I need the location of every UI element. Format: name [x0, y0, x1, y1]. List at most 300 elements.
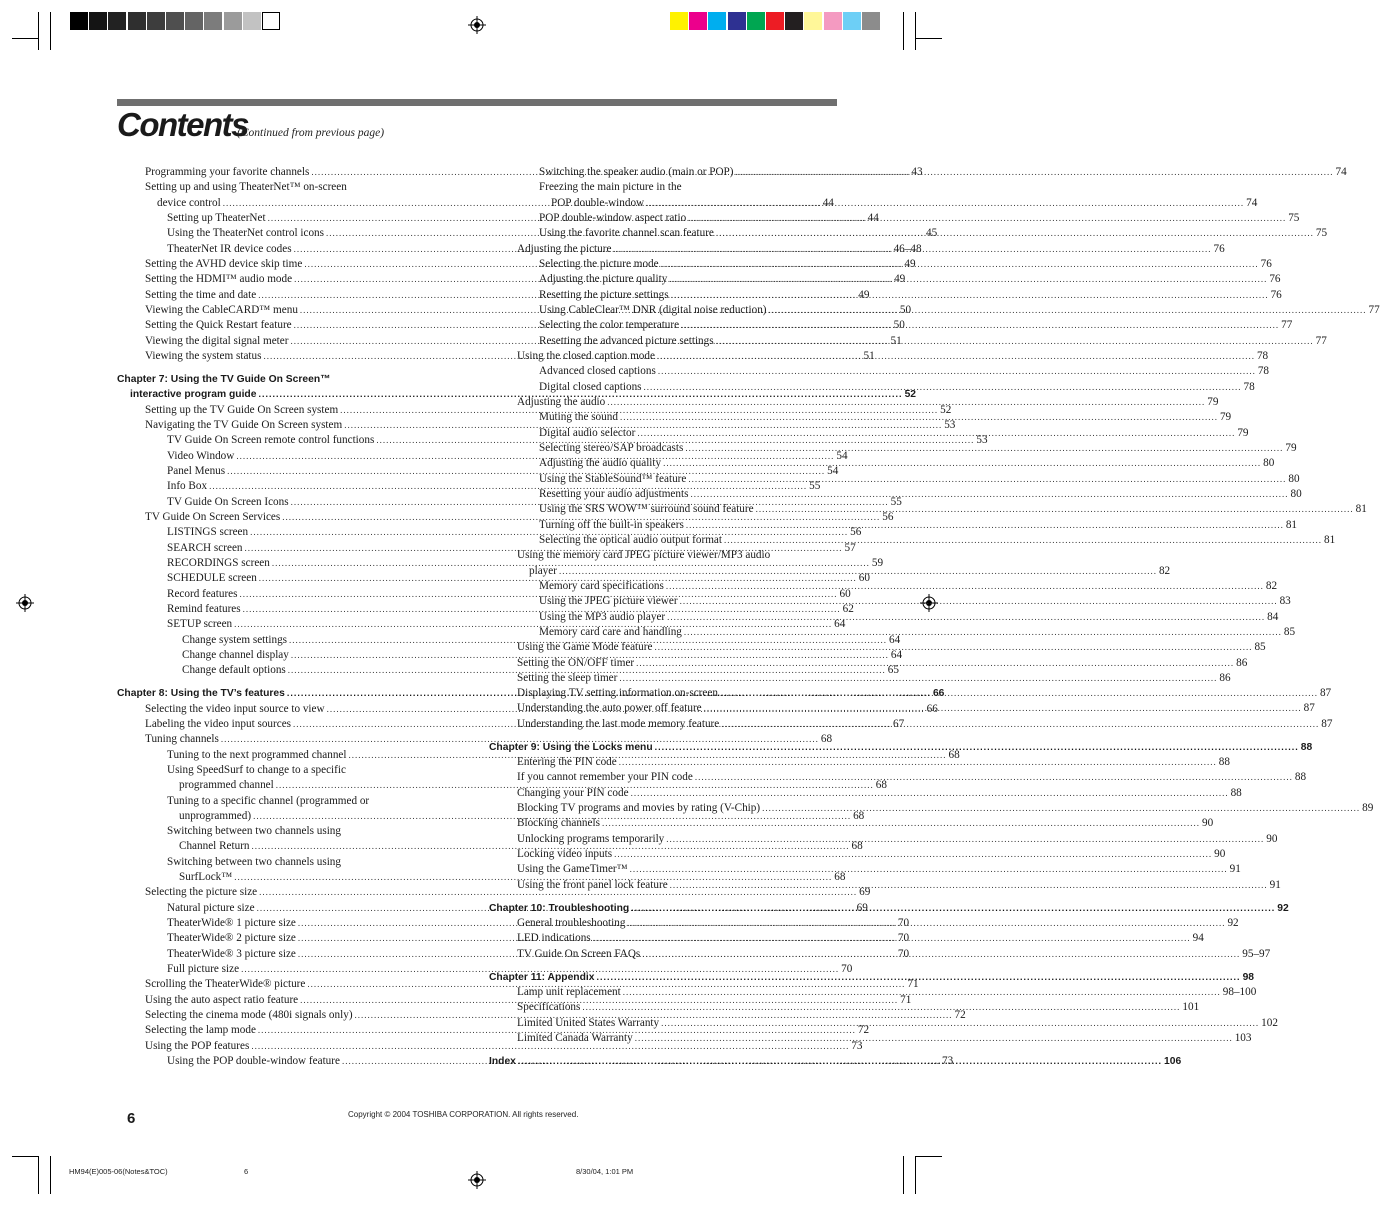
toc-entry-title: Setting the AVHD device skip time: [145, 257, 303, 270]
toc-entry[interactable]: [489, 786, 1242, 801]
toc-page-number: 68: [948, 748, 960, 761]
toc-entry-title: Video Window: [167, 449, 235, 462]
toc-page-number: 77: [1281, 319, 1293, 332]
toc-entry-title: unprogrammed): [179, 809, 252, 822]
toc-entry-title: SETUP screen: [167, 618, 233, 631]
toc-page-number: 71: [907, 978, 919, 991]
toc-page-number: 95–97: [1242, 947, 1271, 960]
toc-page-number: 56: [850, 526, 862, 539]
toc-dot-leader: [657, 349, 1255, 364]
toc-page-number: 82: [1265, 579, 1278, 592]
toc-entry-title: Remind features: [167, 602, 241, 615]
toc-page-number: 88: [1300, 741, 1313, 753]
toc-entry[interactable]: [117, 885, 871, 900]
toc-dot-leader: [602, 816, 1200, 831]
toc-entry-title: Setting the ON/OFF timer: [517, 656, 635, 669]
toc-page-number: 84: [1267, 610, 1279, 623]
toc-entry-title: Info Box: [167, 480, 208, 493]
toc-dot-leader: [670, 878, 1268, 893]
toc-entry-title: Panel Menus: [167, 464, 226, 477]
gray-swatch: [224, 12, 242, 30]
toc-page-number: 79: [1237, 426, 1249, 439]
toc-entry[interactable]: [489, 847, 1226, 862]
color-swatch: [670, 12, 688, 30]
toc-page-number: 52: [904, 389, 917, 401]
toc-entry-title: LISTINGS screen: [167, 526, 249, 539]
registration-mark-top-icon: [468, 16, 486, 34]
toc-page-number: 49: [904, 257, 916, 270]
toc-page-number: 68: [820, 733, 833, 746]
toc-entry-title: Using the auto aspect ratio feature: [145, 993, 299, 1006]
toc-entry-title: Resetting the picture settings: [539, 288, 669, 301]
toc-page-number: 90: [1201, 817, 1214, 830]
toc-page-number: 91: [1229, 863, 1241, 876]
color-swatch: [804, 12, 822, 30]
toc-page-number: 81: [1285, 518, 1297, 531]
toc-entry-title: Viewing the CableCARD™ menu: [145, 303, 298, 316]
toc-entry-title: TheaterNet IR device codes: [167, 242, 292, 255]
toc-dot-leader: [655, 740, 1299, 755]
toc-page-number: 68: [851, 840, 863, 853]
toc-dot-leader: [627, 916, 1225, 931]
toc-page-number: 53: [944, 418, 956, 431]
toc-page-number: 80: [1263, 457, 1275, 470]
toc-dot-leader: [646, 196, 1244, 211]
toc-entry-title: player: [529, 564, 557, 577]
toc-page-number: 77: [1368, 303, 1380, 316]
toc-dot-leader: [736, 165, 1334, 180]
toc-entry[interactable]: [117, 824, 433, 839]
toc-entry-title: Using the POP double-window feature: [167, 1055, 340, 1068]
toc-entry-title: TheaterWide® 2 picture size: [167, 932, 296, 945]
toc-dot-leader: [669, 272, 1267, 287]
copyright-notice: Copyright © 2004 TOSHIBA CORPORATION. All rights reserved.: [348, 1110, 579, 1119]
toc-dot-leader: [680, 594, 1278, 609]
toc-dot-leader: [667, 610, 1265, 625]
toc-dot-leader: [685, 441, 1283, 456]
toc-entry-title: Using CableClear™ DNR (digital noise reduction): [539, 303, 767, 316]
toc-entry[interactable]: [117, 839, 863, 854]
toc-entry-title: Selecting the lamp mode: [145, 1024, 256, 1037]
toc-entry-title: Selecting stereo/SAP broadcasts: [539, 441, 684, 454]
toc-spacer: [117, 364, 433, 372]
color-swatch: [689, 12, 707, 30]
toc-page-number: 82: [1158, 564, 1171, 577]
toc-entry-title: Lamp unit replacement: [517, 986, 621, 999]
toc-dot-leader: [607, 395, 1205, 410]
toc-entry-title: Adjusting the audio quality: [539, 457, 662, 470]
toc-page-number: 70: [841, 963, 853, 976]
toc-dot-leader: [582, 1000, 1180, 1015]
toc-entry[interactable]: [489, 770, 1307, 785]
toc-page-number: 50: [893, 319, 905, 332]
color-swatch: [766, 12, 784, 30]
toc-page-number: 86: [1219, 671, 1231, 684]
toc-entry-title: If you cannot remember your PIN code: [517, 771, 693, 784]
toc-entry-title: Limited United States Warranty: [517, 1016, 660, 1029]
toc-dot-leader: [690, 487, 1288, 502]
gray-swatch: [89, 12, 107, 30]
gray-swatch: [147, 12, 165, 30]
toc-dot-leader: [620, 410, 1218, 425]
toc-chapter-entry[interactable]: [117, 372, 433, 387]
toc-page-number: 76: [1270, 288, 1282, 301]
toc-page-number: 81: [1355, 503, 1367, 516]
toc-entry-title: Chapter 9: Using the Locks menu: [489, 741, 653, 753]
toc-page-number: 60: [839, 587, 851, 600]
toc-page-number: 88: [1218, 756, 1230, 769]
toc-entry[interactable]: [489, 862, 1241, 877]
toc-entry-title: Using the GameTimer™: [517, 863, 628, 876]
toc-entry-title: Labeling the video input sources: [145, 717, 292, 730]
toc-entry-title: Understanding the last mode memory feature: [517, 717, 720, 730]
registration-mark-left-icon: [16, 594, 34, 612]
toc-entry-title: Using the SRS WOW™ surround sound feature: [539, 503, 754, 516]
toc-entry-title: Chapter 11: Appendix: [489, 971, 595, 983]
toc-entry-title: Selecting the picture mode: [539, 257, 659, 270]
toc-entry-title: Blocking TV programs and movies by rating (V-Chip): [517, 802, 761, 815]
toc-page-number: 50: [899, 303, 912, 316]
toc-dot-leader: [681, 318, 1279, 333]
toc-entry-title: device control: [157, 196, 221, 209]
toc-entry-title: SurfLock™: [179, 871, 233, 884]
toc-dot-leader: [613, 242, 1211, 257]
gray-swatch: [262, 12, 280, 30]
page-subtitle: (Continued from previous page): [237, 127, 385, 139]
toc-dot-leader: [695, 770, 1293, 785]
toc-entry-title: Tuning to the next programmed channel: [167, 748, 347, 761]
toc-entry-title: TV Guide On Screen Services: [145, 510, 281, 523]
toc-page-number: 76: [1269, 273, 1281, 286]
toc-page-number: 81: [1324, 533, 1336, 546]
toc-page-number: 52: [940, 403, 952, 416]
toc-dot-leader: [631, 786, 1229, 801]
toc-entry-title: Using the front panel lock feature: [517, 878, 668, 891]
toc-entry-title: TV Guide On Screen FAQs: [517, 947, 641, 960]
toc-dot-leader: [762, 801, 1360, 816]
toc-entry-title: Record features: [167, 587, 238, 600]
toc-dot-leader: [614, 847, 1212, 862]
toc-entry-title: Using the MP3 audio player: [539, 610, 666, 623]
toc-entry[interactable]: [117, 855, 433, 870]
toc-page-number: 77: [1315, 334, 1327, 347]
toc-entry-title: Change default options: [182, 664, 286, 677]
toc-entry-title: SCHEDULE screen: [167, 572, 257, 585]
toc-page-number: 74: [1335, 166, 1347, 178]
toc-page-number: 68: [875, 779, 887, 792]
toc-page-number: 79: [1285, 441, 1297, 454]
toc-dot-leader: [518, 1054, 1162, 1069]
toc-page-number: 73: [941, 1055, 954, 1068]
toc-entry-title: Adjusting the picture: [517, 242, 612, 255]
toc-entry[interactable]: [489, 364, 1269, 379]
toc-entry-title: Index: [489, 1056, 516, 1068]
gray-swatch: [70, 12, 88, 30]
toc-page-number: 85: [1283, 625, 1296, 638]
gray-swatch: [128, 12, 146, 30]
toc-entry-title: Scrolling the TheaterWide® picture: [145, 978, 306, 991]
toc-entry[interactable]: [117, 794, 433, 809]
toc-page-number: 55: [890, 495, 902, 508]
toc-entry-title: Displaying TV setting information on-screen: [517, 687, 718, 700]
toc-entry-title: RECORDINGS screen: [167, 556, 270, 569]
toc-page-number: 72: [857, 1024, 870, 1037]
toc-dot-leader: [559, 564, 1157, 579]
toc-page-number: 76: [1260, 257, 1272, 270]
toc-page-number: 88: [1230, 786, 1242, 799]
toc-page-number: 106: [1164, 1056, 1182, 1068]
gray-swatch: [108, 12, 126, 30]
toc-entry-title: Turning off the built-in speakers: [539, 518, 684, 531]
toc-page-number: 92: [1227, 917, 1239, 930]
toc-dot-leader: [593, 931, 1191, 946]
toc-page-number: 44: [867, 211, 879, 224]
toc-entry-title: Switching the speaker audio (main or POP): [539, 166, 734, 178]
toc-dot-leader: [756, 502, 1354, 517]
toc-dot-leader: [684, 625, 1282, 640]
toc-entry-title: TV Guide On Screen remote control functions: [167, 434, 375, 447]
toc-entry-title: Change system settings: [182, 633, 288, 646]
toc-entry-title: Tuning channels: [145, 733, 219, 746]
toc-page-number: 78: [1257, 365, 1269, 378]
toc-dot-leader: [644, 380, 1242, 395]
toc-entry[interactable]: [117, 763, 433, 778]
toc-entry[interactable]: [117, 180, 433, 195]
toc-page-number: 71: [900, 993, 912, 1006]
toc-entry-title: Specifications: [517, 1001, 581, 1014]
toc-entry-title: Entering the PIN code: [517, 756, 617, 769]
toc-entry-title: Using the StableSound™ feature: [539, 472, 687, 485]
toc-page-number: 85: [1254, 641, 1266, 654]
toc-entry-title: General troubleshooting: [517, 917, 626, 930]
toc-page-number: 64: [890, 648, 903, 661]
toc-page-number: 51: [890, 334, 902, 347]
toc-entry-title: Setting the Quick Restart feature: [145, 319, 292, 332]
toc-page-number: 75: [1315, 227, 1328, 240]
toc-page-number: 72: [954, 1009, 966, 1022]
toc-entry-title: Chapter 10: Troubleshooting: [489, 902, 630, 914]
toc-page-number: 78: [1256, 349, 1269, 362]
color-swatch: [824, 12, 842, 30]
toc-page-number: 53: [976, 434, 988, 447]
toc-dot-leader: [661, 1016, 1259, 1031]
toc-entry-title: Locking video inputs: [517, 848, 613, 861]
toc-spacer: [489, 1046, 805, 1054]
toc-entry-title: SEARCH screen: [167, 541, 243, 554]
toc-page-number: 46–48: [893, 242, 922, 255]
toc-entry-title: Selecting the video input source to view: [145, 702, 325, 715]
toc-page-number: 87: [1319, 687, 1332, 700]
toc-entry-title: Viewing the system status: [145, 349, 262, 362]
toc-entry-title: Using the closed caption mode: [517, 349, 655, 362]
toc-page-number: 49: [894, 273, 906, 286]
toc-entry[interactable]: [489, 755, 1230, 770]
toc-entry[interactable]: [117, 1023, 870, 1038]
slug-page-number: 6: [244, 1167, 249, 1176]
toc-page-number: 65: [887, 664, 899, 677]
toc-entry-title: Freezing the main picture in the: [539, 181, 682, 194]
toc-entry[interactable]: [489, 671, 1231, 686]
toc-entry-title: LED indications: [517, 932, 591, 945]
page-title: Contents: [117, 106, 248, 143]
toc-page-number: 79: [1219, 411, 1232, 424]
toc-page-number: 94: [1192, 932, 1204, 945]
toc-page-number: 88: [1294, 771, 1307, 784]
toc-page-number: 62: [842, 602, 854, 615]
toc-entry-title: Using the JPEG picture viewer: [539, 595, 678, 608]
toc-page-number: 54: [827, 464, 839, 477]
toc-dot-leader: [637, 426, 1235, 441]
toc-page-number: 74: [1246, 196, 1258, 209]
toc-entry-title: Setting the sleep timer: [517, 671, 618, 684]
toc-page-number: 59: [871, 556, 884, 569]
toc-page-number: 45: [926, 227, 938, 240]
toc-dot-leader: [716, 226, 1314, 241]
toc-page-number: 69: [859, 886, 871, 899]
toc-dot-leader: [619, 755, 1217, 770]
toc-page-number: 89: [1362, 802, 1374, 815]
toc-page-number: 87: [1303, 702, 1315, 715]
toc-entry-title: Chapter 8: Using the TV’s features: [117, 688, 285, 700]
toc-page-number: 60: [858, 572, 870, 585]
toc-page-number: 70: [897, 947, 910, 960]
toc-entry-title: TheaterWide® 3 picture size: [167, 947, 296, 960]
toc-entry-title: Switching between two channels using: [167, 825, 341, 838]
toc-entry-title: Setting the HDMI™ audio mode: [145, 273, 293, 286]
toc-entry[interactable]: [489, 1000, 1200, 1015]
toc-dot-leader: [704, 701, 1302, 716]
slug-date: 8/30/04, 1:01 PM: [576, 1167, 634, 1176]
toc-page-number: 66: [932, 688, 945, 700]
toc-entry-title: Understanding the auto power off feature: [517, 702, 702, 715]
toc-entry-title: Memory card specifications: [539, 579, 664, 592]
color-swatch: [785, 12, 803, 30]
toc-dot-leader: [636, 656, 1234, 671]
toc-entry-title: Adjusting the picture quality: [539, 273, 668, 286]
toc-entry-title: Adjusting the audio: [517, 395, 606, 408]
toc-page-number: 68: [834, 871, 846, 884]
toc-entry-title: Using the memory card JPEG picture viewer/MP3 audio: [517, 549, 771, 562]
toc-dot-leader: [688, 472, 1286, 487]
toc-page-number: 87: [1321, 717, 1333, 730]
toc-dot-leader: [688, 211, 1286, 226]
toc-page-number: 73: [851, 1039, 863, 1052]
toc-entry-title: Navigating the TV Guide On Screen system: [145, 418, 343, 431]
toc-dot-leader: [661, 257, 1259, 272]
toc-entry-title: Using the favorite channel scan feature: [539, 227, 714, 240]
toc-entry-title: Setting up and using TheaterNet™ on-screen: [145, 181, 347, 194]
toc-page-number: 51: [863, 349, 875, 362]
toc-page-number: 75: [1288, 211, 1300, 224]
toc-dot-leader: [663, 456, 1261, 471]
toc-page-number: 98–100: [1222, 986, 1257, 999]
toc-dot-leader: [769, 303, 1367, 318]
toc-dot-leader: [631, 901, 1275, 916]
toc-page-number: 70: [897, 917, 910, 930]
toc-entry-title: Selecting the optical audio output format: [539, 533, 722, 546]
toc-dot-leader: [635, 1031, 1233, 1046]
toc-spacer: [489, 962, 805, 970]
toc-dot-leader: [720, 686, 1318, 701]
toc-entry[interactable]: [117, 1039, 863, 1054]
toc-entry-title: interactive program guide: [130, 389, 257, 401]
toc-dot-leader: [654, 640, 1252, 655]
toc-dot-leader: [630, 862, 1228, 877]
toc-page-number: 80: [1288, 472, 1300, 485]
toc-entry-title: TV Guide On Screen Icons: [167, 495, 289, 508]
toc-entry-title: Muting the sound: [539, 411, 618, 424]
toc-dot-leader: [666, 832, 1264, 847]
toc-page-number: 44: [822, 196, 834, 209]
toc-entry-title: Tuning to a specific channel (programmed or: [167, 794, 370, 807]
toc-page-number: 76: [1213, 242, 1225, 255]
toc-entry-title: POP double-window aspect ratio: [539, 211, 687, 224]
gray-swatch: [243, 12, 261, 30]
toc-entry-title: Chapter 7: Using the TV Guide On Screen™: [117, 373, 331, 385]
toc-dot-leader: [623, 985, 1221, 1000]
toc-entry-title: Blocking channels: [517, 817, 600, 830]
toc-page-number: 56: [882, 510, 894, 523]
toc-entry-title: Selecting the picture size: [145, 886, 258, 899]
toc-entry-title: Resetting the advanced picture settings: [539, 334, 714, 347]
gray-swatch: [185, 12, 203, 30]
toc-page-number: 67: [893, 717, 905, 730]
toc-page-number: 66: [926, 702, 938, 715]
toc-entry-title: Using the TheaterNet control icons: [167, 227, 324, 240]
toc-entry-title: TheaterWide® 1 picture size: [167, 917, 296, 930]
toc-entry-title: Memory card care and handling: [539, 625, 682, 638]
toc-page-number: 90: [1266, 832, 1278, 845]
toc-entry[interactable]: [489, 548, 805, 563]
toc-page-number: 64: [889, 633, 901, 646]
toc-entry-title: Using the Game Mode feature: [517, 641, 653, 654]
toc-page-number: 80: [1290, 487, 1302, 500]
toc-entry-title: Switching between two channels using: [167, 855, 341, 868]
toc-entry-title: Selecting the cinema mode (480i signals only): [145, 1009, 353, 1022]
toc-entry[interactable]: [489, 180, 805, 195]
color-swatch: [747, 12, 765, 30]
toc-dot-leader: [686, 518, 1284, 533]
toc-dot-leader: [658, 364, 1256, 379]
gray-swatch: [166, 12, 184, 30]
color-swatch: [862, 12, 880, 30]
gray-swatch: [204, 12, 222, 30]
toc-entry-title: Natural picture size: [167, 901, 255, 914]
toc-dot-leader: [596, 970, 1240, 985]
toc-page-number: 70: [897, 932, 910, 945]
toc-page-number: 69: [856, 901, 868, 914]
toc-page-number: 64: [834, 618, 846, 631]
toc-dot-leader: [724, 533, 1322, 548]
toc-page-number: 98: [1242, 971, 1255, 983]
toc-page-number: 101: [1182, 1001, 1200, 1014]
registration-mark-bottom-icon: [468, 1171, 486, 1189]
toc-page-number: 55: [809, 480, 821, 493]
toc-dot-leader: [671, 288, 1269, 303]
page-number: 6: [127, 1110, 136, 1127]
toc-page-number: 91: [1269, 878, 1281, 891]
toc-spacer: [489, 893, 805, 901]
toc-page-number: 54: [836, 449, 848, 462]
toc-entry-title: Digital audio selector: [539, 426, 636, 439]
toc-entry-title: programmed channel: [179, 779, 274, 792]
toc-entry[interactable]: [489, 816, 1214, 831]
toc-page-number: 68: [853, 809, 865, 822]
toc-entry-title: Viewing the digital signal meter: [145, 334, 289, 347]
toc-entry-title: Resetting your audio adjustments: [539, 487, 689, 500]
toc-page-number: 57: [844, 541, 856, 554]
toc-entry-title: Change channel display: [182, 648, 289, 661]
